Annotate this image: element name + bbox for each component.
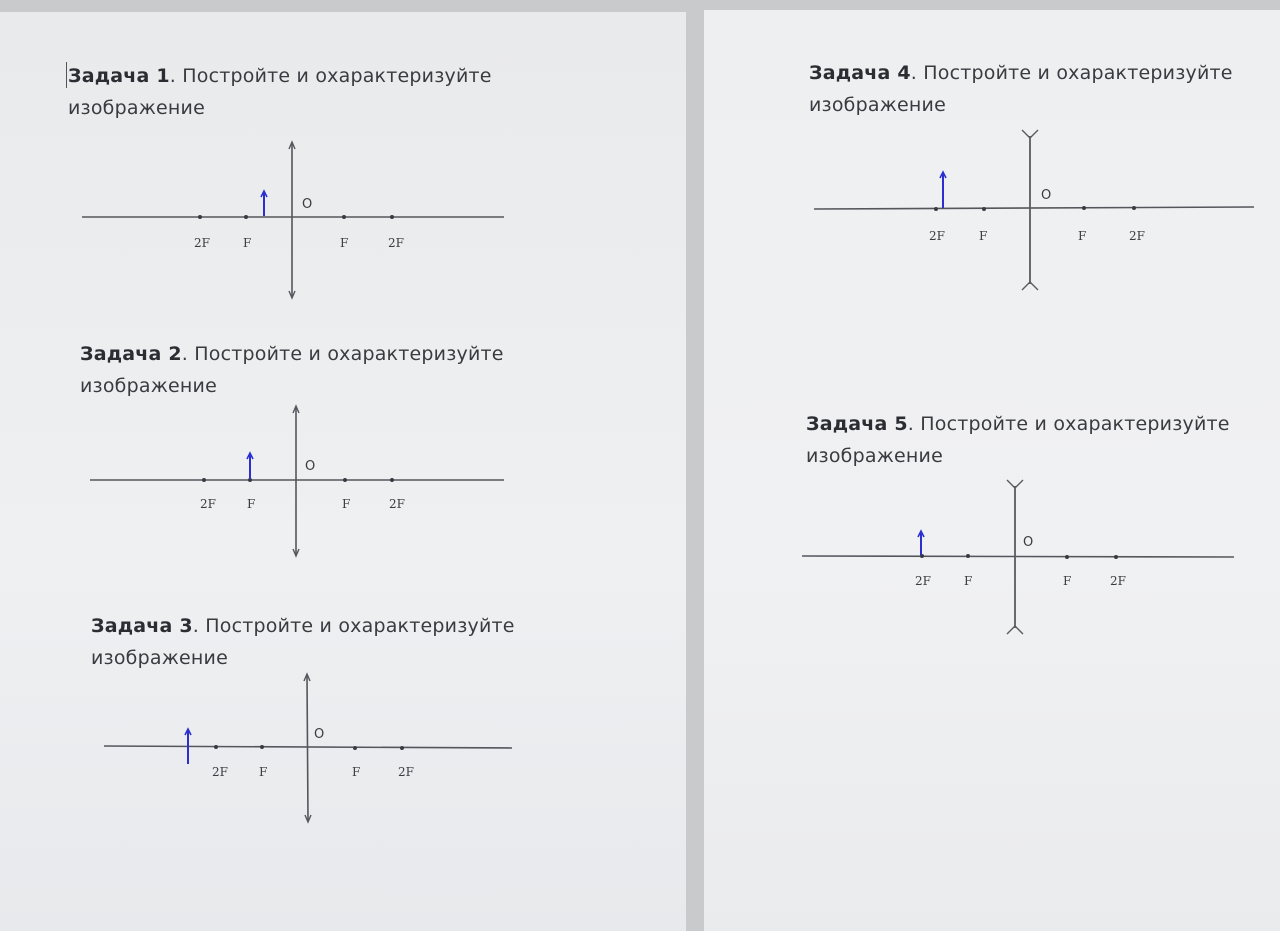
label-F-left: F [247, 497, 256, 511]
label-2F-right: 2F [388, 236, 404, 250]
label-F-right: F [342, 497, 351, 511]
label-2F-left: 2F [212, 765, 228, 779]
task-1-prompt: Постройте и охарактеризуйте [182, 65, 492, 87]
task-2-prompt-continued: изображение [80, 375, 217, 397]
task-3-prompt: Постройте и охарактеризуйте [205, 615, 515, 637]
label-2F-right: 2F [1110, 574, 1126, 588]
label-2F-left: 2F [915, 574, 931, 588]
task-2 [80, 338, 504, 402]
task-2-figure [90, 404, 506, 560]
converging-lens [307, 676, 308, 820]
task-4-heading [809, 57, 1233, 89]
center-label-O: O [305, 459, 316, 474]
task-1-prompt-continued: изображение [68, 97, 205, 119]
point-F-right [353, 746, 357, 750]
label-F-right: F [340, 236, 349, 250]
task-5-number: Задача 5 [806, 413, 908, 435]
task-4-prompt-continued: изображение [809, 94, 946, 116]
task-2-heading [80, 338, 504, 370]
task-2-sep: . [181, 343, 189, 365]
label-F-left: F [964, 574, 973, 588]
label-F-left: F [979, 229, 988, 243]
task-4 [809, 57, 1233, 121]
task-5-figure [802, 478, 1236, 638]
task-1-number: Задача 1 [68, 65, 170, 87]
task-5-prompt: Постройте и охарактеризуйте [920, 413, 1230, 435]
label-F-right: F [352, 765, 361, 779]
center-label-O: O [302, 197, 313, 212]
point-2F-right [390, 478, 394, 482]
point-2F-right [400, 746, 404, 750]
point-F-right [343, 478, 347, 482]
task-5-heading [806, 408, 1230, 440]
point-2F-left [198, 215, 202, 219]
task-4-sep: . [910, 62, 918, 84]
label-2F-left: 2F [929, 229, 945, 243]
task-3-prompt-continued: изображение [91, 647, 228, 669]
task-1-figure [82, 140, 506, 302]
point-F-right [1065, 555, 1069, 559]
task-3-figure [104, 672, 514, 826]
task-5 [806, 408, 1230, 472]
label-F-left: F [243, 236, 252, 250]
point-F-left [244, 215, 248, 219]
optical-axis [814, 207, 1254, 209]
label-F-right: F [1078, 229, 1087, 243]
point-F-right [342, 215, 346, 219]
point-F-left [966, 554, 970, 558]
task-1 [68, 60, 492, 124]
task-4-number: Задача 4 [809, 62, 911, 84]
task-5-sep: . [907, 413, 915, 435]
point-2F-right [390, 215, 394, 219]
task-3-heading [91, 610, 515, 642]
point-2F-left [202, 478, 206, 482]
task-4-prompt: Постройте и охарактеризуйте [923, 62, 1233, 84]
point-2F-left [934, 207, 938, 211]
task-2-number: Задача 2 [80, 343, 182, 365]
label-2F-right: 2F [398, 765, 414, 779]
label-2F-right: 2F [1129, 229, 1145, 243]
point-F-left [982, 207, 986, 211]
center-label-O: O [1023, 535, 1034, 550]
point-2F-left [214, 745, 218, 749]
point-F-right [1082, 206, 1086, 210]
center-label-O: O [1041, 188, 1052, 203]
task-3-sep: . [192, 615, 200, 637]
label-F-right: F [1063, 574, 1072, 588]
task-4-figure [814, 128, 1256, 294]
task-3-number: Задача 3 [91, 615, 193, 637]
optical-axis [802, 556, 1234, 557]
task-1-sep: . [169, 65, 177, 87]
label-2F-left: 2F [194, 236, 210, 250]
task-2-prompt: Постройте и охарактеризуйте [194, 343, 504, 365]
center-label-O: O [314, 727, 325, 742]
label-F-left: F [259, 765, 268, 779]
task-3 [91, 610, 515, 674]
point-2F-right [1132, 206, 1136, 210]
label-2F-right: 2F [389, 497, 405, 511]
label-2F-left: 2F [200, 497, 216, 511]
task-5-prompt-continued: изображение [806, 445, 943, 467]
task-1-heading [68, 60, 492, 92]
text-cursor [66, 62, 67, 88]
point-2F-right [1114, 555, 1118, 559]
point-F-left [260, 745, 264, 749]
